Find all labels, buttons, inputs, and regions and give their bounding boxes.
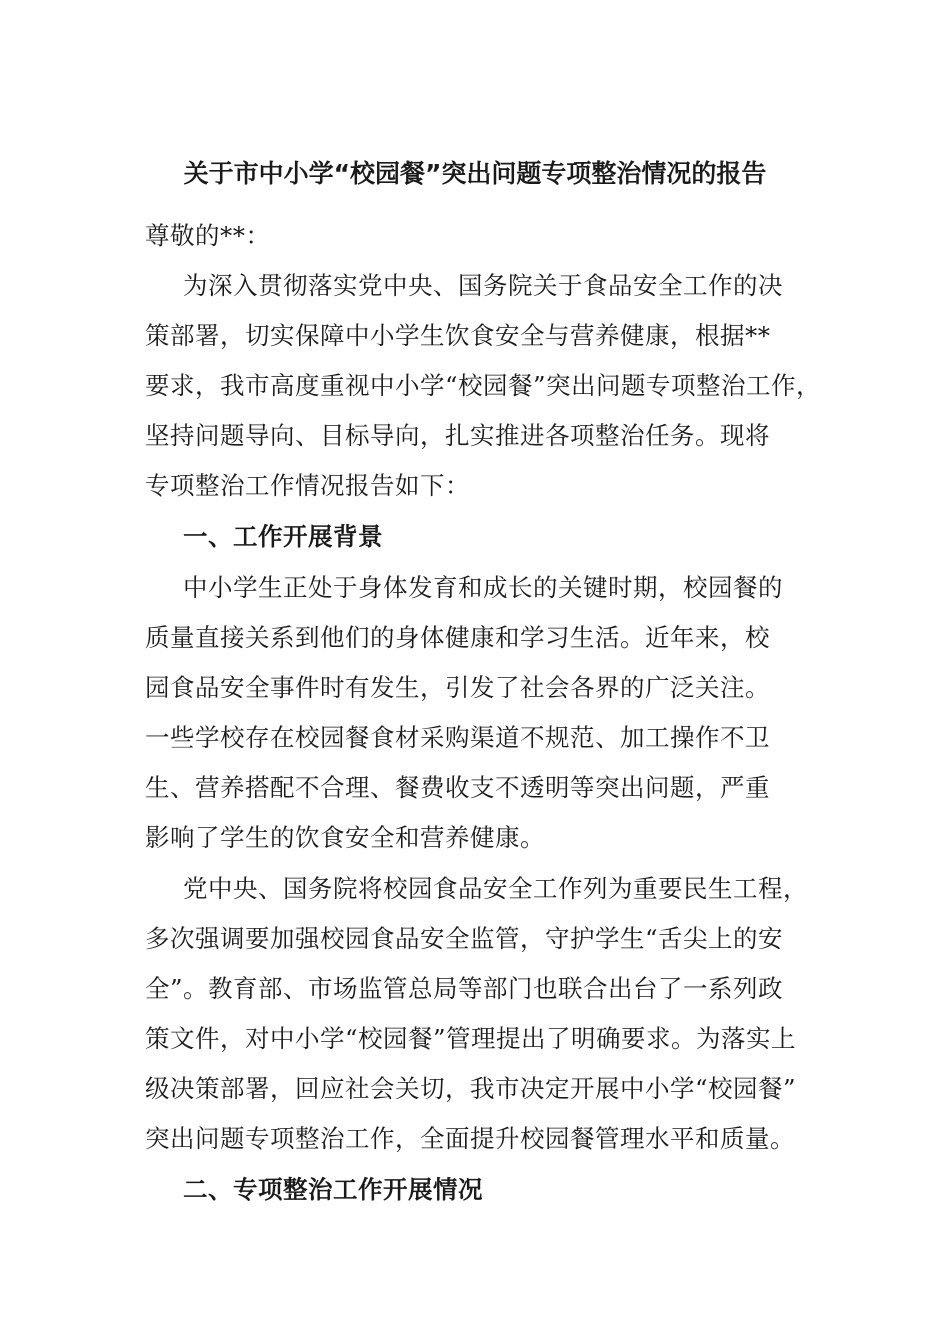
intro-line: 策部署，切实保障中小学生饮食安全与营养健康，根据** [145, 321, 771, 350]
intro-line: 坚持问题导向、目标导向，扎实推进各项整治任务。现将 [145, 421, 770, 450]
section1-para2-line: 策文件，对中小学“校园餐”管理提出了明确要求。为落实上 [145, 1024, 797, 1053]
intro-line: 要求，我市高度重视中小学“校园餐”突出问题专项整治工作， [145, 371, 822, 400]
section1-para1-line: 中小学生正处于身体发育和成长的关键时期，校园餐的 [183, 573, 783, 602]
section1-para1-line: 影响了学生的饮食安全和营养健康。 [145, 823, 545, 852]
section1-para2-line: 党中央、国务院将校园食品安全工作列为重要民生工程， [183, 874, 808, 903]
section1-para2-line: 突出问题专项整治工作，全面提升校园餐管理水平和质量。 [145, 1124, 795, 1153]
section1-para2-line: 级决策部署，回应社会关切，我市决定开展中小学“校园餐” [145, 1074, 797, 1103]
section1-para1-line: 一些学校存在校园餐食材采购渠道不规范、加工操作不卫 [145, 723, 770, 752]
salutation: 尊敬的**： [145, 221, 271, 250]
section1-para1-line: 园食品安全事件时有发生，引发了社会各界的广泛关注。 [145, 673, 770, 702]
section1-para1-line: 质量直接关系到他们的身体健康和学习生活。近年来，校 [145, 623, 770, 652]
section-heading-progress: 二、专项整治工作开展情况 [183, 1175, 483, 1204]
document-title: 关于市中小学“校园餐”突出问题专项整治情况的报告 [183, 159, 767, 188]
intro-line: 为深入贯彻落实党中央、国务院关于食品安全工作的决 [183, 271, 783, 300]
intro-line: 专项整治工作情况报告如下： [145, 471, 470, 500]
section1-para2-line: 全”。教育部、市场监管总局等部门也联合出台了一系列政 [145, 974, 784, 1003]
section-heading-background: 一、工作开展背景 [183, 522, 383, 551]
section1-para2-line: 多次强调要加强校园食品安全监管，守护学生“舌尖上的安 [145, 924, 784, 953]
section1-para1-line: 生、营养搭配不合理、餐费收支不透明等突出问题，严重 [145, 773, 770, 802]
